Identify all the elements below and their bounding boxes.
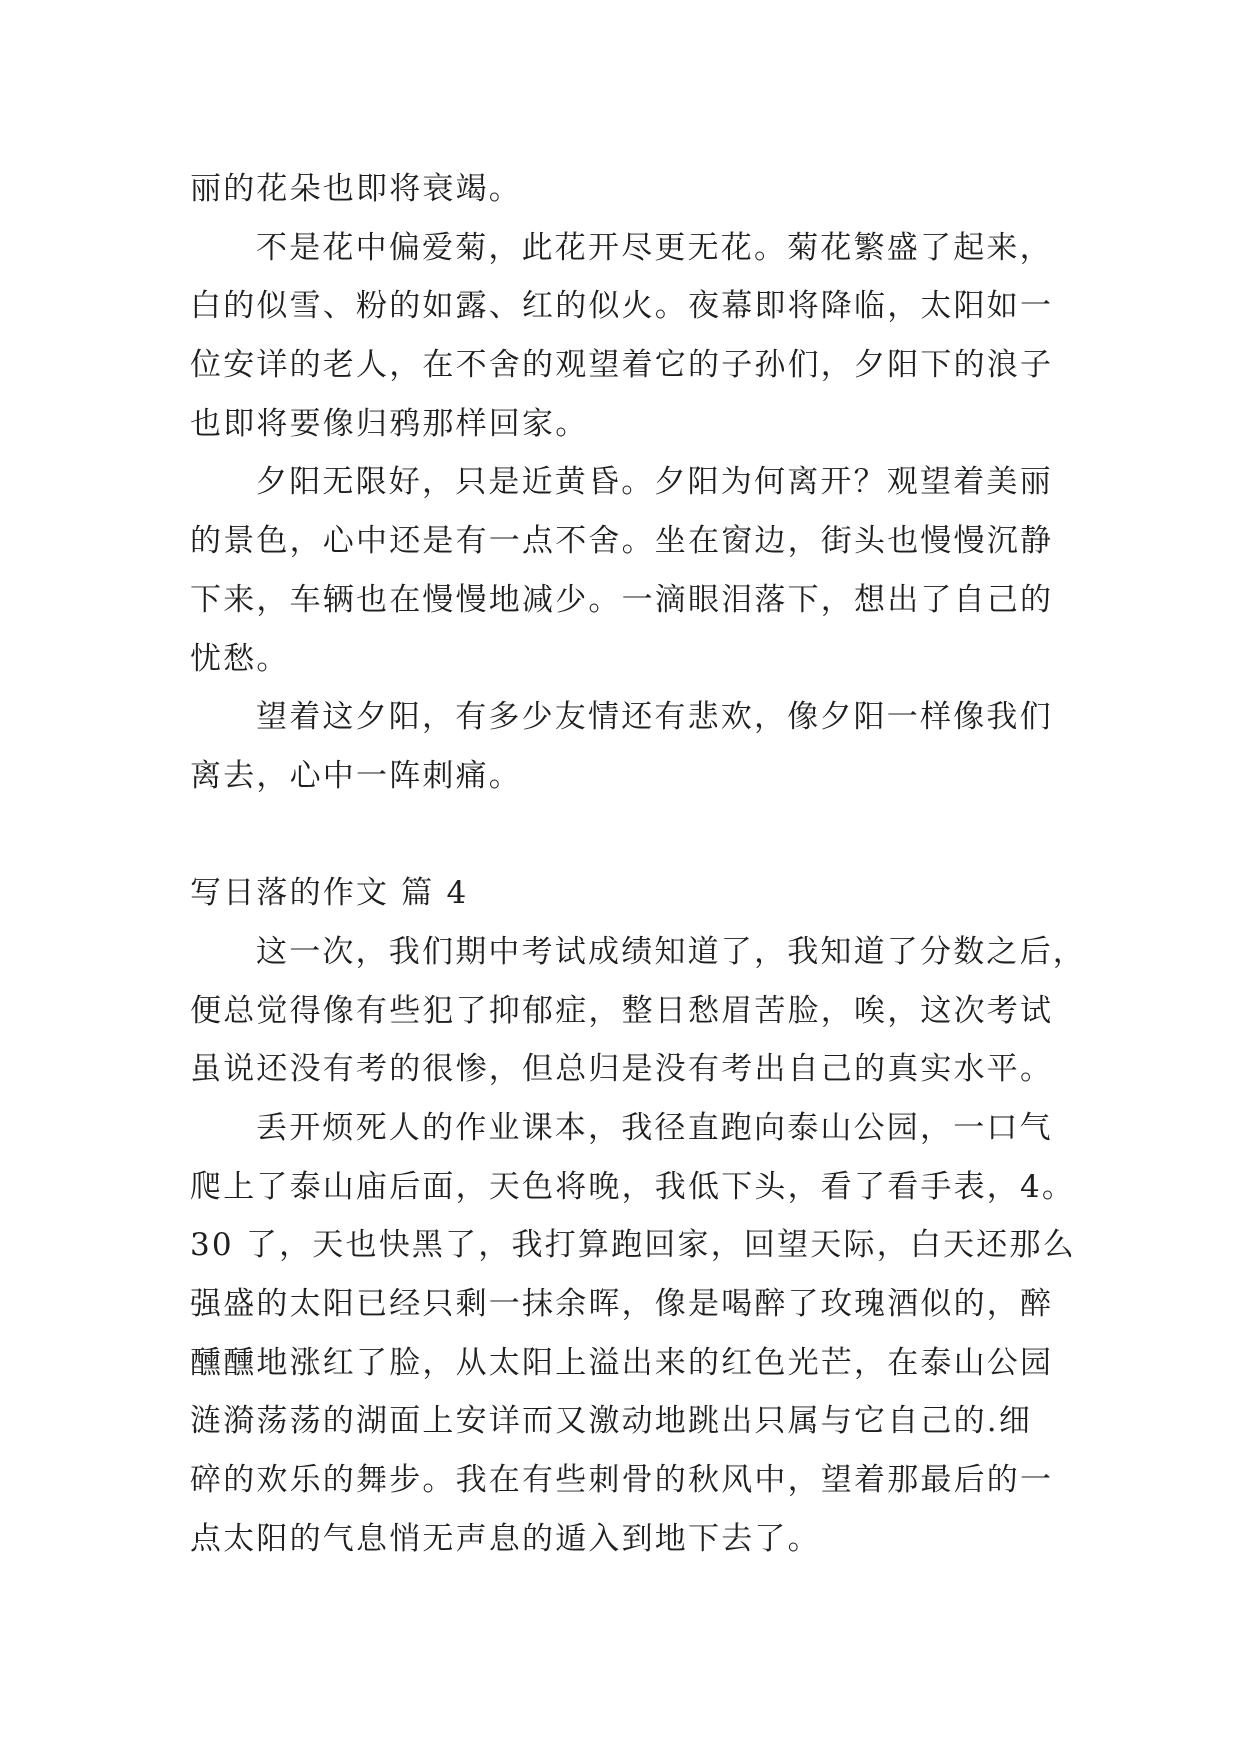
text-line: 下来，车辆也在慢慢地减少。一滴眼泪落下，想出了自己的 bbox=[190, 581, 1054, 618]
text-line: 虽说还没有考的很惨，但总归是没有考出自己的真实水平。 bbox=[190, 1051, 1054, 1088]
text-line: 便总觉得像有些犯了抑郁症，整日愁眉苦脸，唉，这次考试 bbox=[190, 992, 1054, 1029]
text-line: 位安详的老人，在不舍的观望着它的子孙们，夕阳下的浪子 bbox=[190, 347, 1054, 384]
text-line: 丽的花朵也即将衰竭。 bbox=[190, 171, 522, 207]
text-line: 白的似雪、粉的如露、红的似火。夜幕即将降临，太阳如一 bbox=[190, 288, 1054, 325]
text-line: 离去，心中一阵刺痛。 bbox=[190, 757, 522, 794]
text-line: 30 了，天也快黑了，我打算跑回家，回望天际，白天还那么 bbox=[190, 1227, 1076, 1264]
text-line: 也即将要像归鸦那样回家。 bbox=[190, 405, 589, 442]
text-line: 忧愁。 bbox=[190, 640, 290, 677]
paragraph-start: 不是花中偏爱菊，此花开尽更无花。菊花繁盛了起来， bbox=[256, 229, 1053, 266]
text-line: 强盛的太阳已经只剩一抹余晖，像是喝醉了玫瑰酒似的，醉 bbox=[190, 1286, 1054, 1323]
text-line: 的景色，心中还是有一点不舍。坐在窗边，街头也慢慢沉静 bbox=[190, 523, 1054, 560]
text-line: 点太阳的气息悄无声息的遁入到地下去了。 bbox=[190, 1520, 821, 1557]
text-line: 醺醺地涨红了脸，从太阳上溢出来的红色光芒，在泰山公园 bbox=[190, 1344, 1054, 1381]
text-line: 涟漪荡荡的湖面上安详而又激动地跳出只属与它自己的.细 bbox=[190, 1403, 1033, 1440]
paragraph-start: 夕阳无限好，只是近黄昏。夕阳为何离开？观望着美丽 bbox=[256, 464, 1053, 501]
paragraph-start: 丢开烦死人的作业课本，我径直跑向泰山公园，一口气 bbox=[256, 1110, 1053, 1146]
text-line: 爬上了泰山庙后面，天色将晚，我低下头，看了看手表，4。 bbox=[190, 1168, 1076, 1205]
section-gap bbox=[190, 806, 1070, 865]
paragraph-start: 这一次，我们期中考试成绩知道了，我知道了分数之后， bbox=[256, 933, 1086, 970]
section-heading: 写日落的作文 篇 4 bbox=[190, 875, 469, 912]
paragraph-start: 望着这夕阳，有多少友情还有悲欢，像夕阳一样像我们 bbox=[256, 699, 1053, 736]
document-body bbox=[190, 160, 1086, 1569]
text-line: 碎的欢乐的舞步。我在有些刺骨的秋风中，望着那最后的一 bbox=[190, 1462, 1054, 1499]
